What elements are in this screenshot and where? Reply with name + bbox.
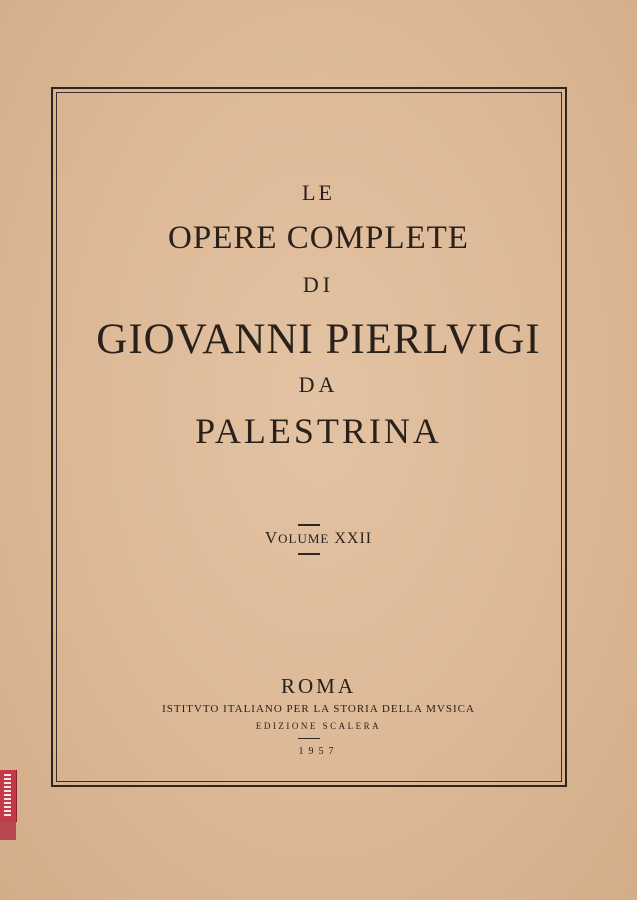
library-barcode-label (0, 770, 17, 822)
volume-number: XXII (334, 530, 373, 547)
imprint-publisher: ISTITVTO ITALIANO PER LA STORIA DELLA MVSICA (162, 703, 475, 715)
imprint-year: 1957 (298, 746, 339, 757)
imprint-city: ROMA (280, 674, 356, 698)
imprint-edition: EDIZIONE SCALERA (255, 721, 382, 731)
title-line-le: LE (302, 180, 335, 205)
volume-rule-bottom (298, 553, 320, 555)
title-line-palestrina: PALESTRINA (195, 411, 442, 451)
title-line-composer-name: GIOVANNI PIERLVIGI (96, 316, 541, 363)
title-line-opere-complete: OPERE COMPLETE (168, 220, 469, 256)
title-line-da: DA (298, 372, 339, 397)
volume-word: OLUME (278, 531, 330, 546)
title-line-di: DI (302, 272, 335, 297)
volume-rule-top (298, 524, 320, 526)
volume-initial: V (264, 528, 279, 547)
volume-label (0, 528, 637, 548)
imprint-rule (298, 738, 320, 739)
library-label-tab (0, 822, 16, 840)
